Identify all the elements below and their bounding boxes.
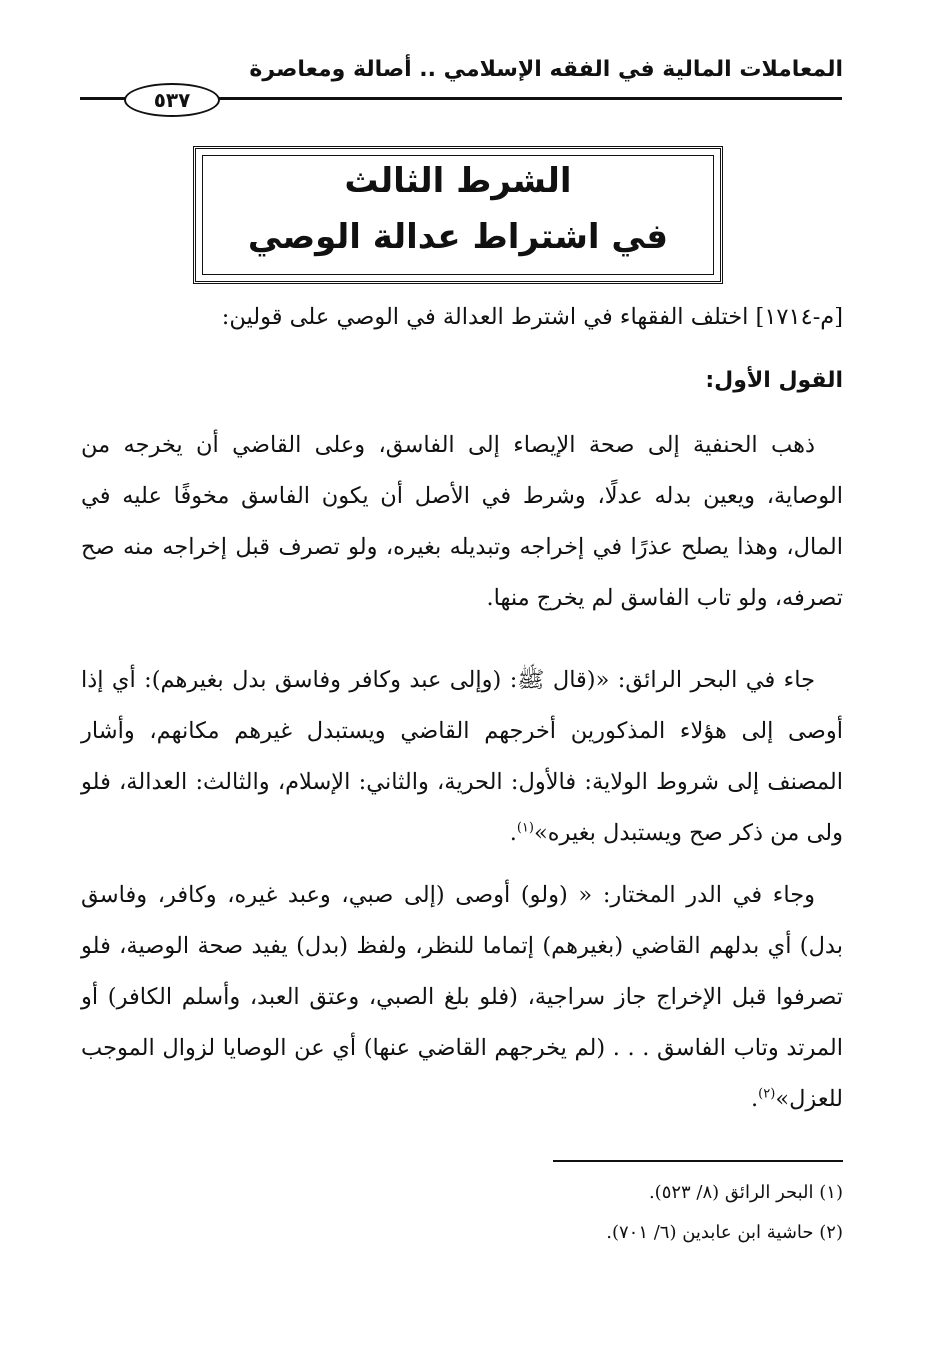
- paragraph-bahr-raiq-quote: جاء في البحر الرائق: «(قال ﷺ: (وإلى عبد وكافر وفاسق بدل بغيرهم): أي إذا أوصى إلى هؤلاء المذكورين أخرجهم القاضي ويستبدل غيرهم مكانهم، وأشار المصنف إلى شروط الولاية: فالأول: الحرية، والثاني: الإسلام، والثالث: العدالة، فلو ولى من ذكر صح ويستبدل بغيره»$^{(١)}$.: [81, 667, 843, 846]
- footnote-ref-1: (١): [516, 820, 534, 836]
- section-title-frame: [193, 146, 723, 284]
- first-opinion-heading: القول الأول:: [705, 368, 843, 393]
- paragraph-durr-mukhtar-quote: وجاء في الدر المختار: « (ولو) أوصى (إلى صبي، وعبد غيره، وكافر، وفاسق بدل) أي بدلهم القاضي (بغيرهم) إتماما للنظر، ولفظ (بدل) يفيد صحة الوصية، فلو تصرفوا قبل الإخراج جاز سراجية، (فلو بلغ الصبي، وعتق العبد، وأسلم الكافر) أو المرتد وتاب الفاسق . . . (لم يخرجهم القاضي عنها) أي عن الوصايا لزوال الموجب للعزل»$^{(٢)}$.: [81, 882, 843, 1112]
- footnote-1: (١) البحر الرائق (٨/ ٥٢٣).: [648, 1182, 843, 1203]
- footnote-ref-2: (٢): [758, 1086, 776, 1102]
- paragraph-hanafi-opinion: ذهب الحنفية إلى صحة الإيصاء إلى الفاسق، وعلى القاضي أن يخرجه من الوصاية، ويعين بدله عدلًا، وشرط في الأصل أن يكون الفاسق مخوفًا عليه في المال، وهذا يصلح عذرًا في إخراجه وتبديله بغيره، ولو تصرف قبل إخراجه منه صح تصرفه، ولو تاب الفاسق لم يخرج منها.: [81, 432, 843, 611]
- footnote-2: (٢) حاشية ابن عابدين (٦/ ٧٠١).: [606, 1222, 843, 1243]
- section-title-line-1: الشرط الثالث: [344, 161, 572, 201]
- paragraph-bahr-raiq-text: جاء في البحر الرائق: «(قال ﷺ: (وإلى عبد وكافر وفاسق بدل بغيرهم): أي إذا أوصى إلى هؤلاء المذكورين أخرجهم القاضي ويستبدل غيرهم مكانهم، وأشار المصنف إلى شروط الولاية: فالأول: الحرية، والثاني: الإسلام، والثالث: العدالة، فلو ولى من ذكر صح ويستبدل بغيره»: [81, 667, 843, 846]
- paragraph-durr-mukhtar-text: وجاء في الدر المختار: « (ولو) أوصى (إلى صبي، وعبد غيره، وكافر، وفاسق بدل) أي بدلهم القاضي (بغيرهم) إتماما للنظر، ولفظ (بدل) يفيد صحة الوصية، فلو تصرفوا قبل الإخراج جاز سراجية، (فلو بلغ الصبي، وعتق العبد، وأسلم الكافر) أو المرتد وتاب الفاسق . . . (لم يخرجهم القاضي عنها) أي عن الوصايا لزوال الموجب للعزل»: [81, 882, 843, 1112]
- running-title: المعاملات المالية في الفقه الإسلامي .. أصالة ومعاصرة: [249, 57, 843, 82]
- section-title-line-2: في اشتراط عدالة الوصي: [247, 217, 669, 257]
- page-number: ٥٣٧: [124, 83, 220, 117]
- intro-paragraph: [م-١٧١٤] اختلف الفقهاء في اشترط العدالة في الوصي على قولين:: [221, 304, 843, 330]
- footnote-separator: [553, 1160, 843, 1162]
